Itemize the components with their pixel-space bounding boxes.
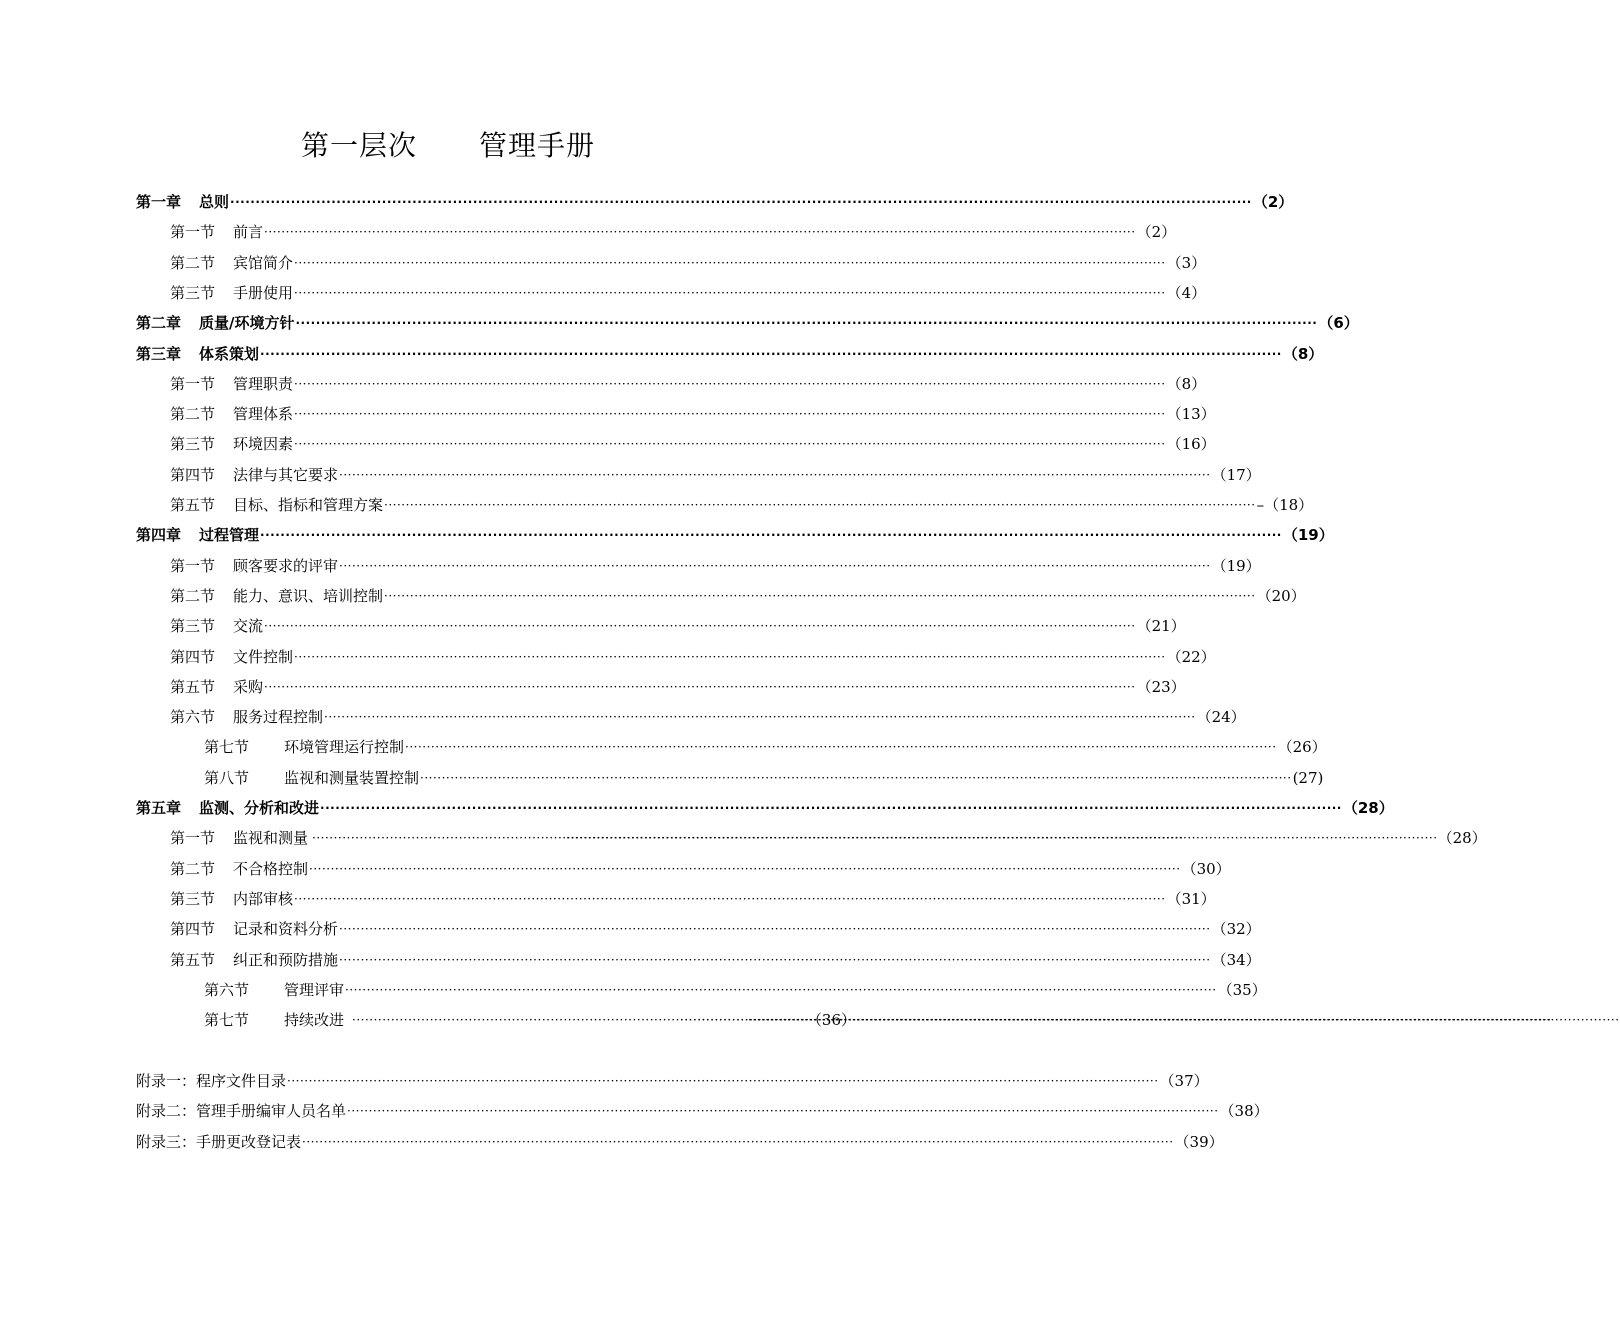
toc-page-number: （4） xyxy=(1166,283,1207,302)
toc-label: 第四节 xyxy=(170,647,216,666)
toc-label: 第五节 xyxy=(170,950,216,969)
title-part-2: 管理手册 xyxy=(479,129,596,162)
dot-leader xyxy=(323,705,1197,729)
toc-title: 质量/环境方针 xyxy=(199,314,295,333)
toc-page-number: （24） xyxy=(1196,708,1246,727)
toc-title: 文件控制 xyxy=(233,647,294,666)
toc-title: 持续改进 xyxy=(284,1011,345,1030)
toc-entry-section xyxy=(170,857,1231,881)
dot-leader xyxy=(263,614,1137,638)
appendix-entry xyxy=(136,1130,1224,1154)
dot-leader xyxy=(293,887,1167,911)
toc-entry-section xyxy=(170,584,1306,608)
toc-page-number: （19） xyxy=(1282,526,1334,545)
dot-leader xyxy=(259,523,1283,547)
dot-leader xyxy=(338,948,1212,972)
appendix-title: 附录二：管理手册编审人员名单 xyxy=(136,1102,347,1121)
toc-entry-section xyxy=(170,645,1216,669)
toc-entry-section xyxy=(170,463,1261,487)
toc-page-number: （35） xyxy=(1217,980,1267,999)
toc-entry-section xyxy=(170,372,1207,396)
toc-page-number: （31） xyxy=(1166,889,1216,908)
toc-title: 法律与其它要求 xyxy=(233,465,339,484)
dot-leader xyxy=(293,281,1167,305)
toc-page-number: （2） xyxy=(1252,193,1294,211)
toc-title: 不合格控制 xyxy=(233,859,309,878)
toc-label: 第四章 xyxy=(136,526,182,545)
toc-title: 顾客要求的评审 xyxy=(233,556,339,575)
toc-title: 体系策划 xyxy=(199,344,260,363)
toc-entry-section xyxy=(170,281,1207,305)
toc-title: 交流 xyxy=(233,617,264,636)
toc-page-number: （8） xyxy=(1282,344,1324,363)
toc-page-number: （34） xyxy=(1211,950,1261,969)
toc-label: 第五节 xyxy=(170,496,216,514)
toc-title: 内部审核 xyxy=(233,889,294,908)
dot-leader xyxy=(295,311,1319,335)
toc-label: 第二节 xyxy=(170,253,216,272)
toc-label: 第三节 xyxy=(170,435,216,454)
toc-page-number: （22） xyxy=(1166,647,1216,666)
toc-label: 第二节 xyxy=(170,859,216,878)
toc-label: 第二章 xyxy=(136,314,182,333)
toc-title: 服务过程控制 xyxy=(233,708,324,727)
dot-leader xyxy=(383,584,1257,608)
page-title xyxy=(0,124,896,164)
toc-page-number: （32） xyxy=(1211,920,1261,939)
toc-page-number: （28） xyxy=(1437,829,1487,848)
dot-leader xyxy=(263,220,1137,244)
toc-entry-chapter xyxy=(136,796,1394,820)
appendix-entry xyxy=(136,1099,1269,1123)
toc-title: 采购 xyxy=(233,677,264,696)
toc-page-number: （23） xyxy=(1136,677,1186,696)
toc-label: 第三章 xyxy=(136,344,182,363)
toc-entry-section xyxy=(170,948,1261,972)
toc-entry-subsection xyxy=(204,978,1267,1002)
dot-leader xyxy=(293,402,1167,426)
toc-title: 前言 xyxy=(233,223,264,242)
toc-entry-chapter xyxy=(136,342,1324,366)
toc-title: 监视和测量 xyxy=(233,829,309,848)
toc-title: 过程管理 xyxy=(199,526,260,545)
toc-entry-section xyxy=(170,705,1246,729)
toc-page-number: （8） xyxy=(1166,374,1207,393)
dot-leader xyxy=(259,342,1283,366)
toc-label: 第三节 xyxy=(170,889,216,908)
toc-label: 第一节 xyxy=(170,829,216,848)
toc-title: 环境因素 xyxy=(233,435,294,454)
toc-page-number: （17） xyxy=(1211,465,1261,484)
toc-page-number: （3） xyxy=(1166,253,1207,272)
toc-entry-section xyxy=(170,887,1216,911)
dot-leader xyxy=(293,645,1167,669)
toc-entry-section xyxy=(170,493,1314,517)
toc-label: 第四节 xyxy=(170,465,216,484)
toc-title: 目标、指标和管理方案 xyxy=(233,496,384,514)
toc-label: 第三节 xyxy=(170,283,216,302)
toc-entry-chapter xyxy=(136,190,1294,214)
toc-entry-section xyxy=(170,432,1216,456)
toc-page-number: （6） xyxy=(1318,314,1359,333)
toc-label: 第四节 xyxy=(170,920,216,939)
dot-leader xyxy=(308,857,1182,881)
toc-entry-section xyxy=(170,402,1216,426)
toc-label: 第一节 xyxy=(170,556,216,575)
toc-label: 第七节 xyxy=(204,738,250,757)
toc-page-number: （13） xyxy=(1166,405,1216,424)
toc-entry-section xyxy=(170,251,1207,275)
toc-entry-subsection xyxy=(204,735,1327,759)
toc-title: 监测、分析和改进 xyxy=(199,799,320,817)
toc-label: 第一节 xyxy=(170,223,216,242)
dot-leader xyxy=(308,826,1438,850)
toc-entry-chapter xyxy=(136,523,1334,547)
dot-leader xyxy=(301,1130,1175,1154)
title-part-1: 第一层次 xyxy=(300,129,417,162)
dot-leader xyxy=(346,1099,1220,1123)
dot-leader xyxy=(293,251,1167,275)
appendix-title: 附录三：手册更改登记表 xyxy=(136,1132,302,1151)
toc-label: 第二节 xyxy=(170,405,216,424)
toc-title: 总则 xyxy=(199,193,230,211)
toc-page-number: （36） xyxy=(806,1011,856,1030)
dot-leader xyxy=(344,978,1218,1002)
toc-title: 能力、意识、培训控制 xyxy=(233,586,384,605)
toc-title: 宾馆简介 xyxy=(233,253,294,272)
toc-page-number: –（18） xyxy=(1256,496,1314,514)
toc-entry-section xyxy=(170,675,1186,699)
toc-label: 第六节 xyxy=(170,708,216,727)
toc-title: 监视和测量装置控制 xyxy=(284,768,420,787)
appendix-page-number: （37） xyxy=(1159,1072,1209,1090)
toc-page-number: （26） xyxy=(1277,738,1327,757)
dot-leader xyxy=(383,493,1257,517)
dot-leader xyxy=(338,463,1212,487)
toc-page-number: (27) xyxy=(1292,768,1324,787)
appendix-page-number: （38） xyxy=(1219,1102,1269,1121)
toc-label: 第八节 xyxy=(204,768,250,787)
dot-leader xyxy=(319,796,1343,820)
toc-label: 第二节 xyxy=(170,586,216,605)
toc-title: 管理体系 xyxy=(233,405,294,424)
toc-entry-subsection xyxy=(204,766,1324,790)
toc-title: 环境管理运行控制 xyxy=(284,738,405,757)
toc-page-number: （2） xyxy=(1136,223,1177,242)
dot-leader xyxy=(293,372,1167,396)
toc-page-number: （19） xyxy=(1211,556,1261,575)
toc-label: 第七节 xyxy=(204,1011,250,1030)
dot-leader xyxy=(293,432,1167,456)
toc-label: 第一章 xyxy=(136,193,182,211)
toc-title: 手册使用 xyxy=(233,283,294,302)
toc-label: 第五节 xyxy=(170,677,216,696)
toc-label: 第一节 xyxy=(170,374,216,393)
dot-leader xyxy=(263,675,1137,699)
toc-page-number: （28） xyxy=(1342,799,1394,817)
dot-leader xyxy=(419,766,1293,790)
appendix-title: 附录一：程序文件目录 xyxy=(136,1072,287,1090)
toc-entry-subsection xyxy=(204,1008,856,1032)
toc-entry-section xyxy=(170,554,1261,578)
toc-title: 管理评审 xyxy=(284,980,345,999)
toc-label: 第六节 xyxy=(204,980,250,999)
toc-entry-section xyxy=(170,826,1487,850)
toc-page-number: （30） xyxy=(1181,859,1231,878)
dot-leader xyxy=(404,735,1278,759)
toc-title: 纠正和预防措施 xyxy=(233,950,339,969)
toc-title: 管理职责 xyxy=(233,374,294,393)
toc-entry-section xyxy=(170,917,1261,941)
dot-leader xyxy=(286,1069,1160,1093)
toc-page-number: （21） xyxy=(1136,617,1186,636)
toc-entry-chapter xyxy=(136,311,1359,335)
toc-label: 第三节 xyxy=(170,617,216,636)
appendix-entry xyxy=(136,1069,1209,1093)
toc-title: 记录和资料分析 xyxy=(233,920,339,939)
dot-leader xyxy=(338,554,1212,578)
toc-page-number: （20） xyxy=(1256,586,1306,605)
toc-entry-section xyxy=(170,220,1177,244)
dot-leader xyxy=(229,190,1253,214)
toc-label: 第五章 xyxy=(136,799,182,817)
appendix-page-number: （39） xyxy=(1174,1132,1224,1151)
toc-entry-section xyxy=(170,614,1186,638)
dot-leader xyxy=(338,917,1212,941)
dot-leader xyxy=(344,1008,807,1032)
toc-page-number: （16） xyxy=(1166,435,1216,454)
